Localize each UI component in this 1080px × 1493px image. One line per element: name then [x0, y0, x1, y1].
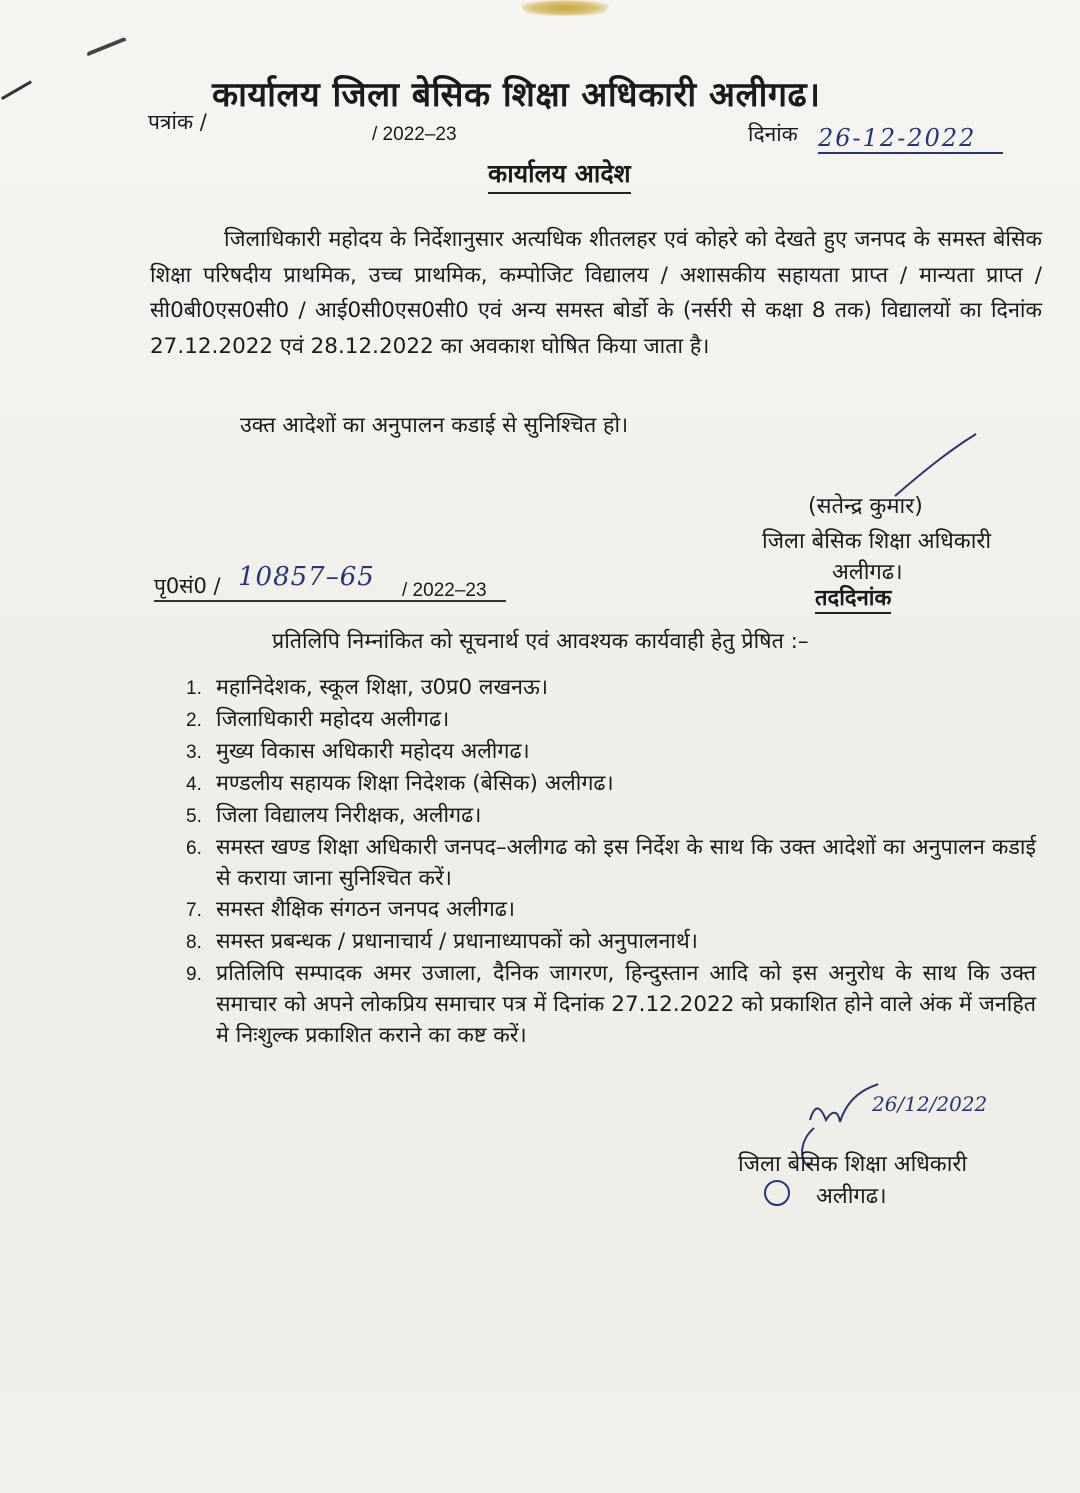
- memo-number-handwritten: 10857–65: [238, 562, 375, 592]
- order-heading: कार्यालय आदेश: [488, 156, 631, 194]
- copy-intro: प्रतिलिपि निम्नांकित को सूचनार्थ एवं आवश्यक कार्यवाही हेतु प्रेषित :–: [272, 629, 809, 654]
- memo-number-label: पृ0सं0 /: [154, 574, 221, 598]
- pin-mark: [86, 37, 132, 69]
- list-item: [186, 704, 1036, 736]
- signatory-place: अलीगढ।: [832, 560, 903, 585]
- list-item-number: 5.: [186, 806, 202, 827]
- memo-underline: [154, 600, 506, 602]
- list-item-text: समस्त प्रबन्धक / प्रधानाचार्य / प्रधानाध्यापकों को अनुपालनार्थ।: [216, 929, 698, 954]
- date-underline: [818, 152, 1003, 154]
- pin-mark: [1, 80, 37, 108]
- list-item-text: समस्त खण्ड शिक्षा अधिकारी जनपद–अलीगढ को इस निर्देश के साथ कि उक्त आदेशों का अनुपालन कडाई से कराया जाना सुनिश्चित करें।: [216, 835, 1036, 891]
- list-item-text: महानिदेशक, स्कूल शिक्षा, उ0प्र0 लखनऊ।: [216, 675, 549, 700]
- list-item-text: समस्त शैक्षिक संगठन जनपद अलीगढ।: [216, 897, 515, 922]
- list-item: [186, 894, 1036, 926]
- list-item-number: 9.: [186, 964, 202, 985]
- signature-date-handwritten: 26/12/2022: [872, 1092, 988, 1116]
- initial-mark: [764, 1180, 790, 1206]
- paper-clip-shadow: [520, 0, 610, 16]
- list-item: [186, 958, 1036, 1051]
- list-item-number: 1.: [186, 678, 202, 699]
- signatory2-place: अलीगढ।: [816, 1184, 887, 1209]
- list-item-text: प्रतिलिपि सम्पादक अमर उजाला, दैनिक जागरण, हिन्दुस्तान आदि को इस अनुरोध के साथ कि उक्त समाचार को अपने लोकप्रिय समाचार पत्र में दिनांक 27.12.2022 को प्रकाशित होने वाले अंक में जनहित मे निःशुल्क प्रकाशित कराने का कष्ट करें।: [216, 961, 1036, 1048]
- same-date-label: तददिनांक: [815, 582, 891, 614]
- letter-ref-year: / 2022–23: [372, 124, 457, 145]
- handwritten-date: 26-12-2022: [818, 124, 977, 152]
- signatory-designation: जिला बेसिक शिक्षा अधिकारी: [762, 529, 992, 554]
- list-item: [186, 926, 1036, 958]
- list-item: [186, 800, 1036, 832]
- date-label: दिनांक: [748, 122, 798, 146]
- list-item: [186, 832, 1036, 894]
- list-item-number: 8.: [186, 932, 202, 953]
- list-item-text: मण्डलीय सहायक शिक्षा निदेशक (बेसिक) अलीगढ।: [216, 771, 614, 796]
- list-item-number: 3.: [186, 742, 202, 763]
- list-item-number: 2.: [186, 710, 202, 731]
- signatory2-designation: जिला बेसिक शिक्षा अधिकारी: [738, 1152, 968, 1177]
- office-title: कार्यालय जिला बेसिक शिक्षा अधिकारी अलीगढ।: [212, 75, 821, 115]
- letter-ref-label: पत्रांक /: [148, 110, 207, 134]
- list-item: [186, 768, 1036, 800]
- list-item-text: जिलाधिकारी महोदय अलीगढ।: [216, 707, 450, 732]
- order-paragraph: जिलाधिकारी महोदय के निर्देशानुसार अत्यधिक शीतलहर एवं कोहरे को देखते हुए जनपद के समस्त बेसिक शिक्षा परिषदीय प्राथमिक, उच्च प्राथमिक, कम्पोजिट विद्यालय / अशासकीय सहायता प्राप्त / मान्यता प्राप्त / सी0बी0एस0सी0 / आई0सी0एस0सी0 एवं अन्य समस्त बोर्डो के (नर्सरी से कक्षा 8 तक) विद्यालयों का दिनांक 27.12.2022 एवं 28.12.2022 का अवकाश घोषित किया जाता है।: [150, 227, 1042, 359]
- copy-recipient-list: [186, 672, 1036, 1051]
- list-item-number: 7.: [186, 900, 202, 921]
- list-item: [186, 736, 1036, 768]
- list-item-text: जिला विद्यालय निरीक्षक, अलीगढ।: [216, 803, 482, 828]
- signatory-name: (सतेन्द्र कुमार): [808, 494, 923, 519]
- list-item-text: मुख्य विकास अधिकारी महोदय अलीगढ।: [216, 739, 530, 764]
- list-item: [186, 672, 1036, 704]
- memo-year: / 2022–23: [402, 580, 487, 601]
- list-item-number: 4.: [186, 774, 202, 795]
- list-item-number: 6.: [186, 838, 202, 859]
- compliance-line: उक्त आदेशों का अनुपालन कडाई से सुनिश्चित हो।: [240, 413, 629, 438]
